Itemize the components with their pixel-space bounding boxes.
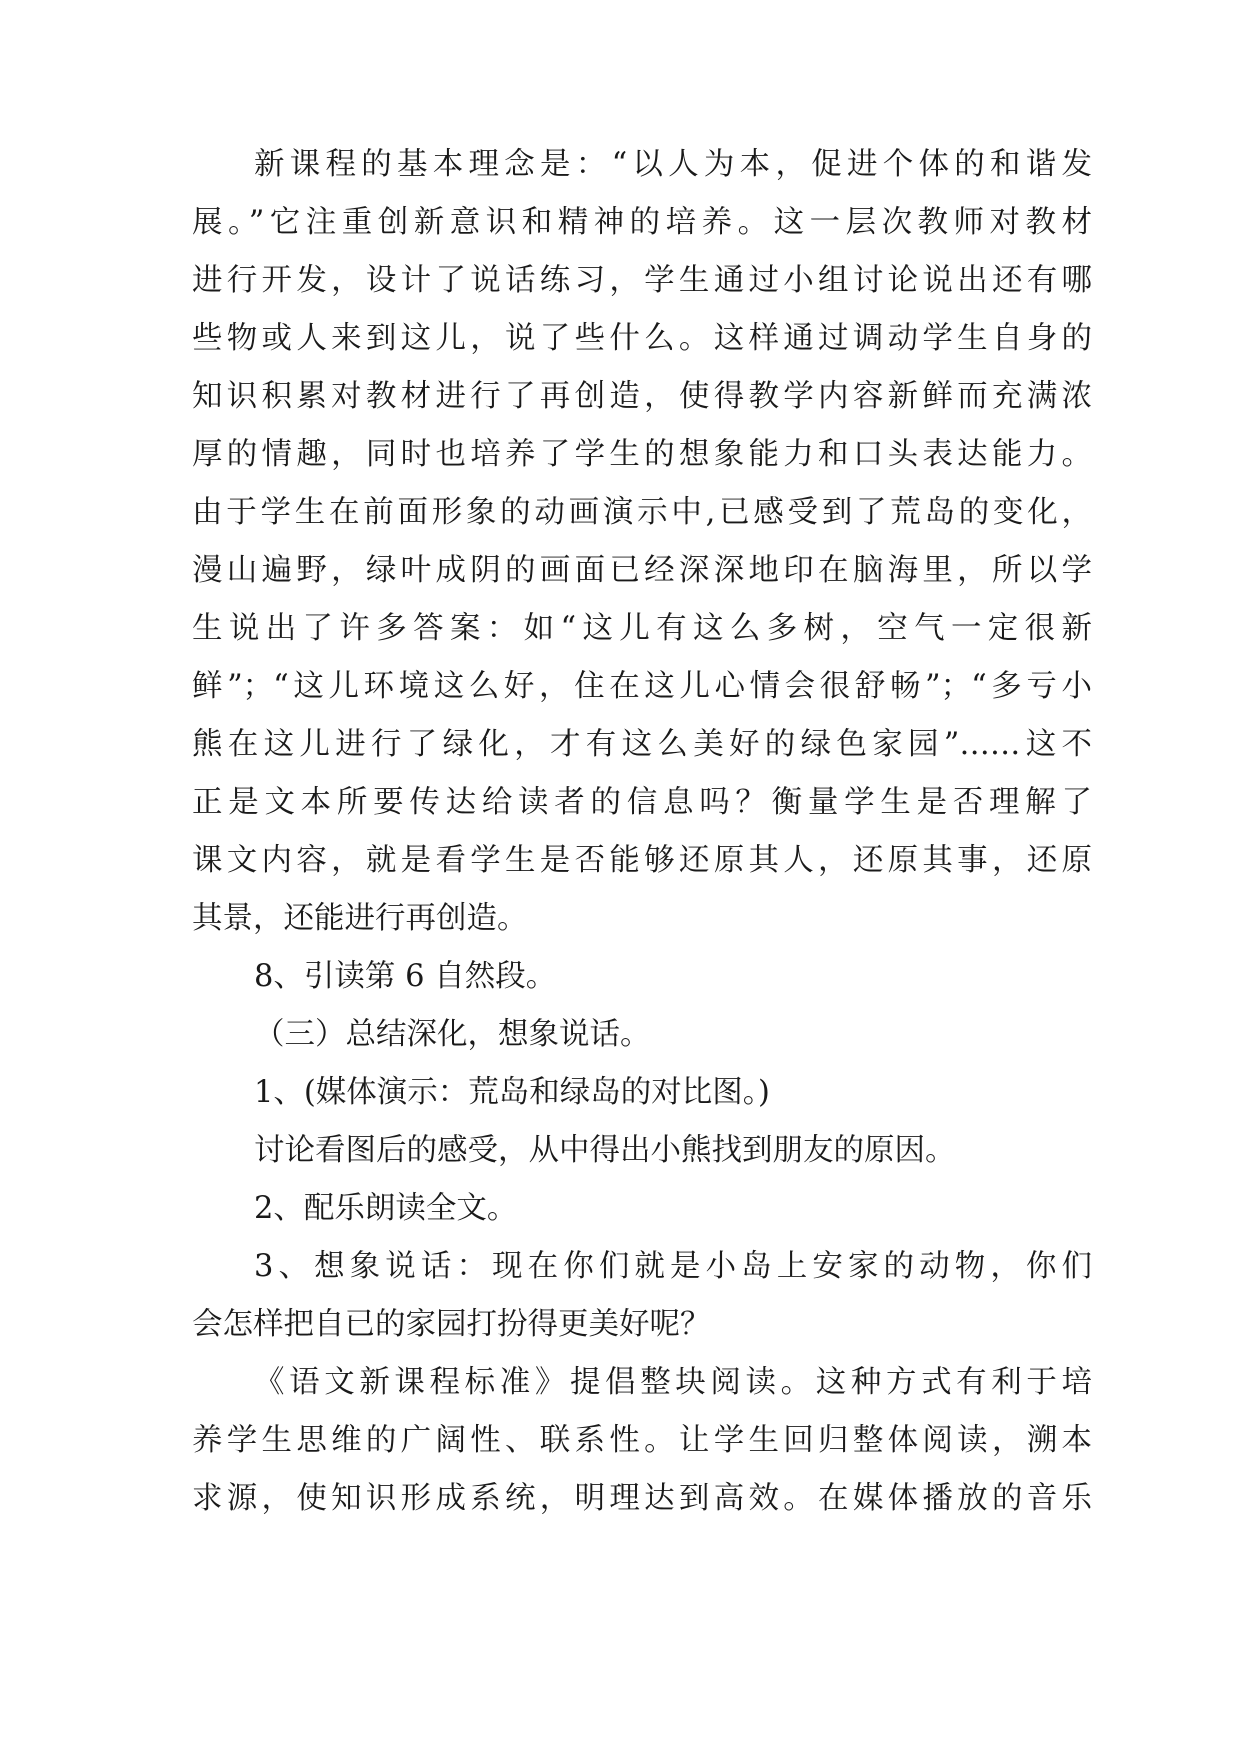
text-line-2: 展。”它注重创新意识和精神的培养。这一层次教师对教材 bbox=[192, 205, 1092, 240]
text-line-14: 其景，还能进行再创造。 bbox=[192, 901, 528, 936]
text-line-12: 正是文本所要传达给读者的信息吗？衡量学生是否理解了 bbox=[192, 785, 1092, 820]
text-line-9: 生说出了许多答案：如“这儿有这么多树，空气一定很新 bbox=[192, 611, 1092, 646]
text-line-1: 新课程的基本理念是：“以人为本，促进个体的和谐发 bbox=[254, 147, 1092, 182]
text-line-15: 8、引读第 6 自然段。 bbox=[254, 959, 557, 994]
text-line-20: 3、想象说话：现在你们就是小岛上安家的动物，你们 bbox=[254, 1249, 1092, 1284]
text-line-24: 求源，使知识形成系统，明理达到高效。在媒体播放的音乐 bbox=[192, 1481, 1092, 1516]
text-line-13: 课文内容，就是看学生是否能够还原其人，还原其事，还原 bbox=[192, 843, 1092, 878]
text-line-23: 养学生思维的广阔性、联系性。让学生回归整体阅读，溯本 bbox=[192, 1423, 1092, 1458]
text-line-8: 漫山遍野，绿叶成阴的画面已经深深地印在脑海里，所以学 bbox=[192, 553, 1092, 588]
text-line-6: 厚的情趣，同时也培养了学生的想象能力和口头表达能力。 bbox=[192, 437, 1092, 472]
section-heading: （三）总结深化，想象说话。 bbox=[254, 1017, 651, 1052]
text-line-10: 鲜”；“这儿环境这么好，住在这儿心情会很舒畅”；“多亏小 bbox=[192, 669, 1092, 704]
text-line-18: 讨论看图后的感受，从中得出小熊找到朋友的原因。 bbox=[254, 1133, 956, 1168]
text-line-17: 1、(媒体演示：荒岛和绿岛的对比图。) bbox=[254, 1075, 770, 1110]
text-line-11: 熊在这儿进行了绿化，才有这么美好的绿色家园”……这不 bbox=[192, 727, 1092, 762]
text-line-3: 进行开发，设计了说话练习，学生通过小组讨论说出还有哪 bbox=[192, 263, 1092, 298]
text-line-4: 些物或人来到这儿，说了些什么。这样通过调动学生自身的 bbox=[192, 321, 1092, 356]
text-line-21: 会怎样把自已的家园打扮得更美好呢？ bbox=[192, 1307, 711, 1342]
text-line-19: 2、配乐朗读全文。 bbox=[254, 1191, 518, 1226]
text-line-22: 《语文新课程标准》提倡整块阅读。这种方式有利于培 bbox=[254, 1365, 1092, 1400]
text-line-7: 由于学生在前面形象的动画演示中,已感受到了荒岛的变化， bbox=[192, 495, 1092, 530]
text-line-5: 知识积累对教材进行了再创造，使得教学内容新鲜而充满浓 bbox=[192, 379, 1092, 414]
